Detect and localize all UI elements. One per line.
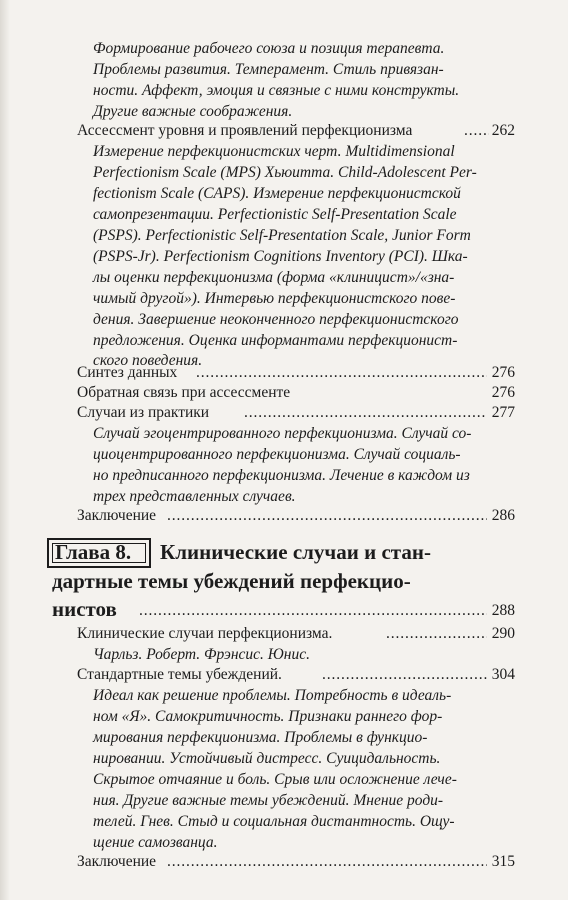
chapter-label[interactable]: Глава 8. <box>55 540 132 564</box>
toc-page-number: 286 <box>491 507 515 524</box>
toc-leader-dots <box>167 507 487 525</box>
toc-page-number: 276 <box>491 364 515 381</box>
toc-description-line: fectionism Scale (CAPS). Измерение перфекционистской <box>93 185 461 202</box>
toc-description-line: дения. Завершение неоконченного перфекционистского <box>93 311 459 328</box>
toc-page-number: 304 <box>491 666 515 683</box>
toc-page-number: 277 <box>491 404 515 421</box>
toc-description-line: ского поведения. <box>93 352 203 369</box>
toc-description-line: циоцентрированного перфекционизма. Случай социаль- <box>93 446 461 463</box>
toc-leader-dots <box>139 602 487 620</box>
chapter-title-line[interactable]: дартные темы убеждений перфекцио- <box>52 569 411 593</box>
toc-description-line: ном «Я». Самокритичность. Признаки раннего фор- <box>93 708 443 725</box>
toc-description-line: мирования перфекционизма. Проблемы в функцио- <box>93 729 428 746</box>
toc-description-line: лы оценки перфекционизма (форма «клиницист»/«зна- <box>93 269 455 286</box>
toc-entry-title[interactable]: Обратная связь при ассессменте <box>77 384 291 401</box>
toc-description-line: ности. Аффект, эмоция и связные с ними конструкты. <box>93 82 460 99</box>
toc-description-line: Другие важные соображения. <box>93 103 293 120</box>
toc-description-line: щение самозванца. <box>93 834 218 851</box>
chapter-title-line[interactable]: Клинические случаи и стан- <box>160 540 431 564</box>
toc-page-number: 288 <box>491 602 515 619</box>
toc-description-line: Случай эгоцентрированного перфекционизма. Случай со- <box>93 425 472 442</box>
toc-page-number: 276 <box>491 384 515 401</box>
page-gutter-shadow <box>0 0 10 900</box>
toc-description-line: Измерение перфекционистских черт. Multidimensional <box>93 143 455 160</box>
toc-description-line: телей. Гнев. Стыд и социальная дистантность. Ощу- <box>93 813 455 830</box>
toc-leader-dots <box>386 625 487 643</box>
toc-description-line: Perfectionism Scale (MPS) Хьюитта. Child-Adolescent Per- <box>93 164 477 181</box>
toc-page-number: 290 <box>491 625 515 642</box>
toc-description-line: (PSPS). Perfectionistic Self-Presentation Scale, Junior Form <box>93 227 471 244</box>
toc-description-line: но предписанного перфекционизма. Лечение в каждом из <box>93 467 470 484</box>
toc-page-number: 262 <box>491 122 515 139</box>
toc-entry-title[interactable]: Стандартные темы убеждений. <box>77 666 282 683</box>
toc-leader-dots <box>244 404 487 422</box>
toc-entry-title[interactable]: Синтез данных <box>77 364 178 381</box>
toc-entry-title[interactable]: Клинические случаи перфекционизма. <box>77 625 333 642</box>
toc-entry-title[interactable]: Ассессмент уровня и проявлений перфекционизма <box>77 122 413 139</box>
toc-leader-dots <box>464 122 489 140</box>
toc-description-line: трех представленных случаев. <box>93 488 296 505</box>
toc-description-line: (PSPS-Jr). Perfectionism Cognitions Inventory (PCI). Шка- <box>93 248 468 265</box>
toc-leader-dots <box>196 364 487 382</box>
toc-entry-title[interactable]: Случаи из практики <box>77 404 210 421</box>
toc-leader-dots <box>167 853 487 871</box>
toc-page-number: 315 <box>491 853 515 870</box>
toc-entry-title[interactable]: Заключение <box>77 507 157 524</box>
chapter-title-line[interactable]: нистов <box>52 597 117 621</box>
toc-description-line: самопрезентации. Perfectionistic Self-Presentation Scale <box>93 206 457 223</box>
toc-description-line: ния. Другие важные темы убеждений. Мнение роди- <box>93 792 444 809</box>
toc-description-line: Формирование рабочего союза и позиция терапевта. <box>93 40 445 57</box>
toc-description-line: чимый другой»). Интервью перфекционистского пове- <box>93 290 456 307</box>
toc-description-line: Чарльз. Роберт. Фрэнсис. Юнис. <box>93 646 310 663</box>
toc-description-line: Идеал как решение проблемы. Потребность в идеаль- <box>93 687 452 704</box>
toc-leader-dots <box>322 666 487 684</box>
toc-entry-title[interactable]: Заключение <box>77 853 157 870</box>
toc-description-line: предложения. Оценка информантами перфекционист- <box>93 332 458 349</box>
toc-description-line: нировании. Устойчивый дистресс. Суицидальность. <box>93 750 441 767</box>
toc-description-line: Скрытое отчаяние и боль. Срыв или осложнение лече- <box>93 771 457 788</box>
toc-description-line: Проблемы развития. Темперамент. Стиль привязан- <box>93 61 444 78</box>
